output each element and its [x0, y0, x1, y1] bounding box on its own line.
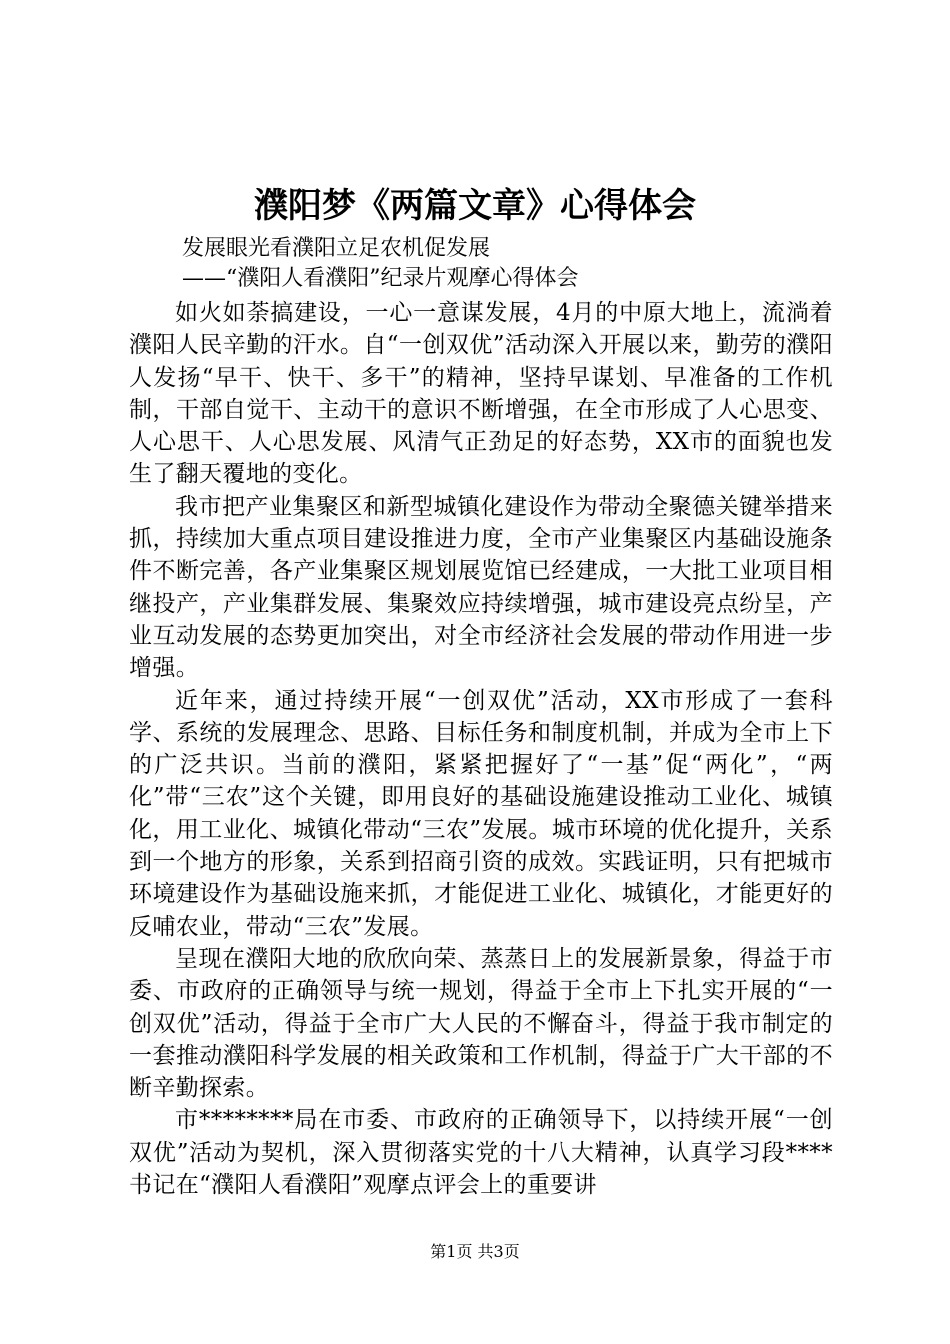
- document-body: [129, 297, 833, 1201]
- body-paragraph: 我市把产业集聚区和新型城镇化建设作为带动全聚德关键举措来抓，持续加大重点项目建设推进力度，全市产业集聚区内基础设施条件不断完善，各产业集聚区规划展览馆已经建成，一大批工业项目相继投产，产业集群发展、集聚效应持续增强，城市建设亮点纷呈，产业互动发展的态势更加突出，对全市经济社会发展的带动作用进一步增强。: [129, 493, 833, 682]
- document-subtitle-secondary: ——“濮阳人看濮阳”纪录片观摩心得体会: [182, 266, 579, 291]
- document-subtitle: 发展眼光看濮阳立足农机促发展: [182, 236, 491, 261]
- document-title: 濮阳梦《两篇文章》心得体会: [254, 186, 696, 226]
- body-paragraph: 近年来，通过持续开展“一创双优”活动，XX市形成了一套科学、系统的发展理念、思路、目标任务和制度机制，并成为全市上下的广泛共识。当前的濮阳，紧紧把握好了“一基”促“两化”，“两化”带“三农”这个关键，即用良好的基础设施建设推动工业化、城镇化，用工业化、城镇化带动“三农”发展。城市环境的优化提升，关系到一个地方的形象，关系到招商引资的成效。实践证明，只有把城市环境建设作为基础设施来抓，才能促进工业化、城镇化，才能更好的反哺农业，带动“三农”发展。: [129, 687, 833, 940]
- page-number-footer: 第1页 共3页: [430, 1242, 520, 1261]
- body-paragraph: 呈现在濮阳大地的欣欣向荣、蒸蒸日上的发展新景象，得益于市委、市政府的正确领导与统一规划，得益于全市上下扎实开展的“一创双优”活动，得益于全市广大人民的不懈奋斗，得益于我市制定的一套推动濮阳科学发展的相关政策和工作机制，得益于广大干部的不断辛勤探索。: [129, 945, 833, 1102]
- body-paragraph: 如火如荼搞建设，一心一意谋发展，4月的中原大地上，流淌着濮阳人民辛勤的汗水。自“一创双优”活动深入开展以来，勤劳的濮阳人发扬“早干、快干、多干”的精神，坚持早谋划、早准备的工作机制，干部自觉干、主动干的意识不断增强，在全市形成了人心思变、人心思干、人心思发展、风清气正劲足的好态势，XX市的面貌也发生了翻天覆地的变化。: [129, 300, 833, 488]
- body-paragraph: 市********局在市委、市政府的正确领导下，以持续开展“一创双优”活动为契机，深入贯彻落实党的十八大精神，认真学习段****书记在“濮阳人看濮阳”观摩点评会上的重要讲: [129, 1107, 833, 1199]
